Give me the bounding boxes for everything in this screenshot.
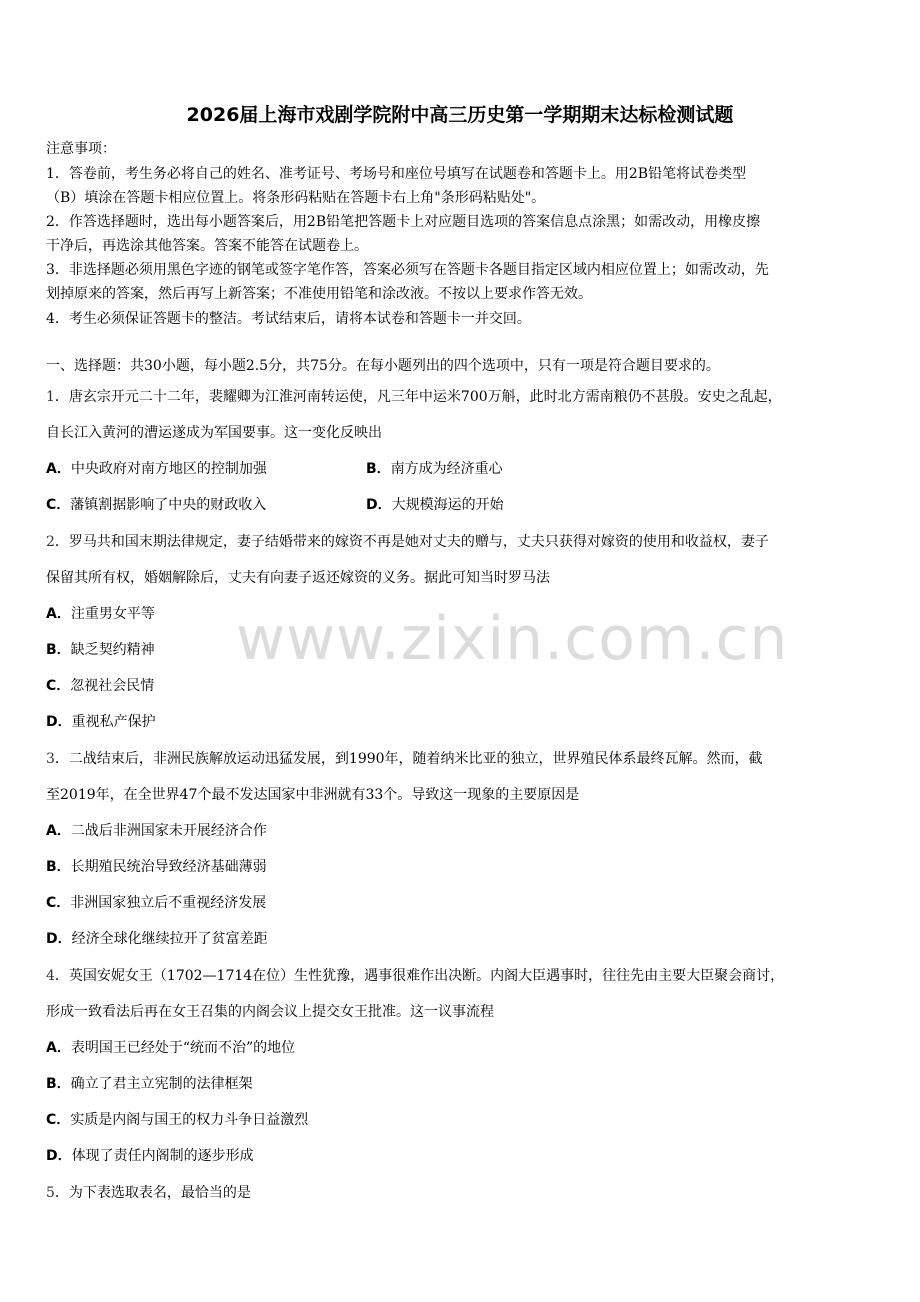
- option-d: [46, 928, 268, 948]
- option-b: [46, 639, 155, 659]
- question-line: 至2019年，在全世界47个最不发达国家中非洲就有33个。导致这一现象的主要原因是: [46, 787, 580, 803]
- question-line: ．英国安妮女王（1702—1714在位）生性犹豫，遇事很难作出决断。内阁大臣遇事时，往往先由主要大臣聚会商讨，: [54, 968, 785, 984]
- question-number: 2: [46, 534, 55, 550]
- option-text: 实质是内阁与国王的权力斗争日益激烈: [70, 1112, 309, 1128]
- question-line: 自长江入黄河的漕运遂成为军国要事。这一变化反映出: [46, 425, 382, 441]
- option-letter: A．: [46, 606, 71, 622]
- option-letter: B．: [46, 859, 71, 875]
- question-number: 1: [46, 389, 55, 405]
- question-number: 4: [46, 968, 55, 984]
- question-line: 形成一致看法后再在女王召集的内阁会议上提交女王批准。这一议事流程: [46, 1004, 494, 1020]
- option-letter: A．: [46, 461, 71, 477]
- question-number: 3: [46, 751, 55, 767]
- notice-line: 干净后，再选涂其他答案。答案不能答在试题卷上。: [46, 238, 368, 254]
- option-letter: B．: [366, 461, 391, 477]
- option-letter: B．: [46, 642, 71, 658]
- option-a: [46, 1037, 295, 1057]
- option-letter: D．: [46, 1148, 72, 1164]
- option-letter: C．: [46, 1112, 71, 1128]
- option-text: 二战后非洲国家未开展经济合作: [70, 823, 267, 839]
- option-letter: C．: [46, 497, 71, 513]
- option-text: 长期殖民统治导致经济基础薄弱: [70, 859, 267, 875]
- option-letter: C．: [46, 678, 71, 694]
- option-text: 确立了君主立宪制的法律框架: [70, 1076, 253, 1092]
- option-text: 注重男女平等: [70, 606, 155, 622]
- option-b: [366, 458, 503, 478]
- option-text: 大规模海运的开始: [391, 497, 504, 513]
- option-letter: D．: [366, 497, 392, 513]
- notice-line: 1．答卷前，考生务必将自己的姓名、准考证号、考场号和座位号填写在试题卷和答题卡上。用2B铅笔将试卷类型: [46, 166, 747, 182]
- option-text: 中央政府对南方地区的控制加强: [70, 461, 267, 477]
- option-text: 缺乏契约精神: [70, 642, 155, 658]
- question-line: ．为下表选取表名，最恰当的是: [54, 1185, 251, 1201]
- option-text: 南方成为经济重心: [390, 461, 503, 477]
- watermark: www.zixin.com.cn: [236, 604, 789, 674]
- question-5-text: [46, 1182, 251, 1202]
- notice-heading: 注意事项：: [46, 141, 116, 157]
- option-c: [46, 675, 154, 695]
- page-title: 2026届上海市戏剧学院附中高三历史第一学期期末达标检测试题: [186, 104, 734, 126]
- option-text: 经济全球化继续拉开了贫富差距: [71, 931, 268, 947]
- option-text: 体现了责任内阁制的逐步形成: [71, 1148, 254, 1164]
- question-number: 5: [46, 1185, 55, 1201]
- option-text: 表明国王已经处于“统而不治”的地位: [70, 1040, 296, 1056]
- notice-line: 划掉原来的答案，然后再写上新答案；不准使用铅笔和涂改液。不按以上要求作答无效。: [46, 286, 592, 302]
- option-d: [46, 711, 156, 731]
- section-heading: 一、选择题：共30小题，每小题2.5分，共75分。在每小题列出的四个选项中，只有一项是符合题目要求的。: [46, 358, 720, 374]
- question-4-text: [46, 965, 784, 985]
- option-d: [366, 494, 504, 514]
- option-a: [46, 603, 155, 623]
- option-text: 忽视社会民情: [70, 678, 155, 694]
- option-d: [46, 1145, 254, 1165]
- option-letter: D．: [46, 714, 72, 730]
- question-3-text: [46, 748, 763, 768]
- option-b: [46, 856, 267, 876]
- option-c: [46, 892, 266, 912]
- notice-line: 2．作答选择题时，选出每小题答案后，用2B铅笔把答题卡上对应题目选项的答案信息点涂黑；如需改动，用橡皮擦: [46, 214, 761, 230]
- option-text: 非洲国家独立后不重视经济发展: [70, 895, 267, 911]
- question-line: ．罗马共和国末期法律规定，妻子结婚带来的嫁资不再是她对丈夫的赠与，丈夫只获得对嫁资的使用和收益权，妻子: [54, 534, 769, 550]
- option-text: 重视私产保护: [71, 714, 156, 730]
- question-line: 保留其所有权，婚姻解除后，丈夫有向妻子返还嫁资的义务。据此可知当时罗马法: [46, 570, 550, 586]
- option-b: [46, 1073, 253, 1093]
- option-a: [46, 820, 267, 840]
- option-letter: C．: [46, 895, 71, 911]
- option-letter: A．: [46, 1040, 71, 1056]
- option-letter: B．: [46, 1076, 71, 1092]
- option-a: [46, 458, 267, 478]
- notice-line: 4．考生必须保证答题卡的整洁。考试结束后，请将本试卷和答题卡一并交回。: [46, 311, 531, 327]
- question-line: ．唐玄宗开元二十二年，裴耀卿为江淮河南转运使，凡三年中运米700万斛，此时北方需南粮仍不甚殷。安史之乱起，: [54, 389, 782, 405]
- option-letter: A．: [46, 823, 71, 839]
- question-line: ．二战结束后，非洲民族解放运动迅猛发展，到1990年，随着纳米比亚的独立，世界殖民体系最终瓦解。然而，截: [54, 751, 763, 767]
- question-1-text: [46, 386, 782, 406]
- option-letter: D．: [46, 931, 72, 947]
- option-text: 藩镇割据影响了中央的财政收入: [70, 497, 267, 513]
- question-2-text: [46, 531, 769, 551]
- notice-line: （B）填涂在答题卡相应位置上。将条形码粘贴在答题卡右上角"条形码粘贴处"。: [46, 190, 546, 206]
- notice-line: 3．非选择题必须用黑色字迹的钢笔或签字笔作答，答案必须写在答题卡各题目指定区域内相应位置上；如需改动，先: [46, 262, 769, 278]
- option-c: [46, 494, 266, 514]
- option-c: [46, 1109, 308, 1129]
